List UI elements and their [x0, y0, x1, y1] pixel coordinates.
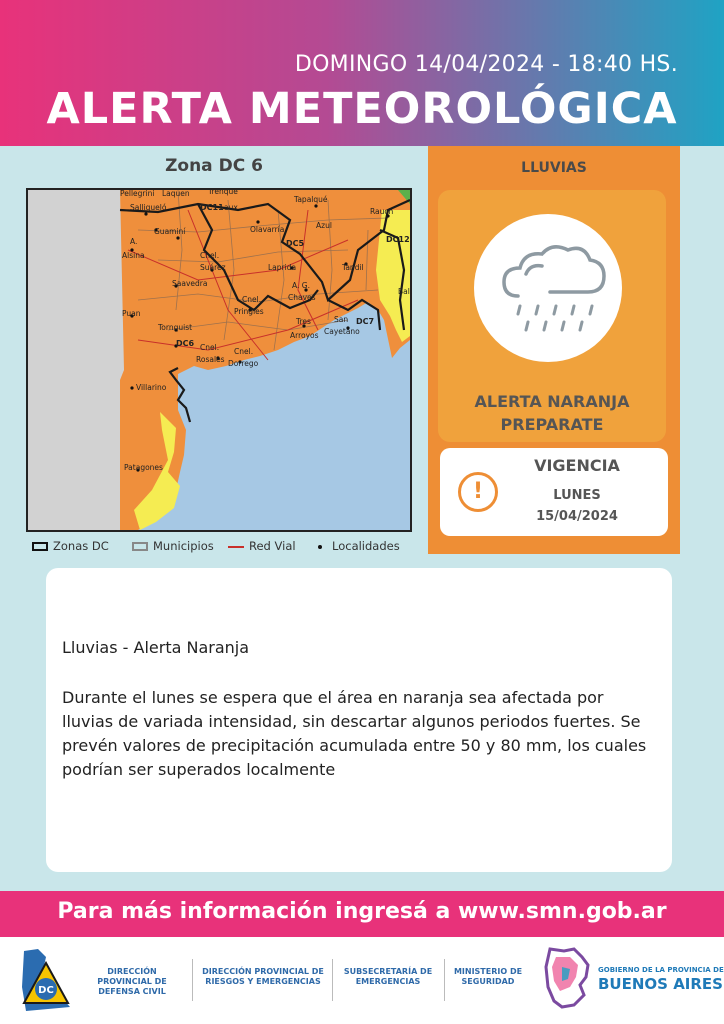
map-legend	[32, 539, 422, 555]
map-label: Arroyos	[290, 331, 319, 340]
page-title: ALERTA METEOROLÓGICA	[46, 84, 678, 134]
map-label: Puan	[122, 309, 141, 318]
footer-divider	[192, 959, 193, 1001]
map-label: Laprida	[268, 263, 297, 272]
map-label: Tandil	[342, 263, 364, 272]
map-label: Cnel.	[242, 295, 262, 304]
map-label: Bal	[398, 287, 410, 296]
zone-map-svg	[28, 190, 410, 530]
map-label: Salliqueló	[130, 203, 167, 212]
info-bar	[0, 891, 724, 937]
map-label: DC12	[386, 235, 410, 244]
map-label: DC11	[200, 203, 224, 212]
map-label: Dorrego	[228, 359, 259, 368]
map-label: Tornquist	[158, 323, 193, 332]
org-riesgos: DIRECCIÓN PROVINCIAL DE RIESGOS Y EMERGENCIAS	[202, 967, 324, 986]
map-label: Trenque	[208, 190, 238, 196]
zone-map	[26, 188, 412, 532]
alert-date: DOMINGO 14/04/2024 - 18:40 HS.	[294, 52, 678, 77]
map-label: Rosales	[196, 355, 225, 364]
footer-divider	[444, 959, 445, 1001]
alert-panel	[428, 146, 680, 554]
org-defensa-civil: DIRECCIÓN PROVINCIAL DE DEFENSA CIVIL	[97, 967, 167, 996]
vigencia-date: 15/04/2024	[536, 509, 618, 524]
map-label: Saavedra	[172, 279, 208, 288]
map-label: Tapalqué	[294, 195, 328, 204]
map-label: DC6	[176, 339, 195, 348]
map-label: San	[334, 315, 349, 324]
svg-text:DC: DC	[38, 985, 54, 996]
legend-item-red-vial: Red Vial	[228, 539, 296, 555]
vigencia-day: LUNES	[553, 488, 601, 503]
alert-level-card	[438, 190, 666, 442]
map-label: Alsina	[122, 251, 145, 260]
warning-icon: !	[458, 472, 498, 512]
map-label: A. G.	[292, 281, 310, 290]
map-label: Cayetano	[324, 327, 360, 336]
legend-item-municipios: Municipios	[132, 539, 214, 555]
phenomenon-label: LLUVIAS	[521, 160, 587, 176]
map-label: Laquen	[162, 190, 190, 198]
map-label: Tres	[296, 317, 311, 326]
map-label: Cnel.	[234, 347, 254, 356]
road-swatch	[228, 546, 244, 548]
vigencia-label: VIGENCIA	[534, 456, 620, 475]
map-label: Guaminí	[154, 227, 186, 236]
map-label: Cnel.	[200, 251, 220, 260]
description-body: Durante el lunes se espera que el área en naranja sea afectada por lluvias de variada intensidad, sin descartar algunos periodos fuertes. Se prevén valores de precipitación acumulada entre 50 y 80 mm, los cuales podrían ser superados localmente	[62, 688, 647, 779]
map-label: Villarino	[136, 383, 167, 392]
map-label: Azul	[316, 221, 332, 230]
map-label: Chaves	[288, 293, 316, 302]
org-subsecretaria: SUBSECRETARÍA DE EMERGENCIAS	[343, 967, 433, 986]
gobierno-label: GOBIERNO DE LA PROVINCIA DE	[598, 966, 724, 974]
buenos-aires-label: BUENOS AIRES	[598, 975, 723, 993]
rain-cloud-icon	[474, 214, 622, 362]
defensa-civil-logo	[16, 947, 76, 1015]
alert-level-text: ALERTA NARANJA PREPARATE	[474, 392, 630, 434]
info-link-text[interactable]: Para más información ingresá a www.smn.gob.ar	[57, 899, 667, 924]
locality-swatch	[318, 545, 322, 549]
description-card	[46, 568, 672, 872]
map-label: Olavarría	[250, 225, 285, 234]
map-label: Patagones	[124, 463, 163, 472]
municipality-swatch	[132, 542, 148, 551]
map-label: Pringles	[234, 307, 264, 316]
legend-item-zonas: Zonas DC	[32, 539, 109, 555]
legend-item-localidades: Localidades	[318, 539, 400, 555]
vigencia-card	[440, 448, 668, 536]
buenos-aires-province-logo	[544, 947, 592, 1011]
header-banner	[0, 0, 724, 146]
zone-border-swatch	[32, 542, 48, 551]
map-label: A.	[130, 237, 138, 246]
map-label: DC7	[356, 317, 375, 326]
map-label: aux	[224, 203, 238, 212]
map-panel	[0, 146, 428, 566]
description-title: Lluvias - Alerta Naranja	[62, 638, 250, 657]
footer-divider	[332, 959, 333, 1001]
map-label: DC5	[286, 239, 305, 248]
map-label: Rauch	[370, 207, 394, 216]
map-label: Cnel.	[200, 343, 220, 352]
footer	[0, 937, 724, 1024]
org-ministerio: MINISTERIO DE SEGURIDAD	[453, 967, 523, 986]
map-neighbor-region	[28, 190, 120, 530]
map-label: Pellegrini	[120, 190, 155, 198]
map-label: Suárez	[200, 263, 226, 272]
zone-title: Zona DC 6	[165, 156, 263, 176]
